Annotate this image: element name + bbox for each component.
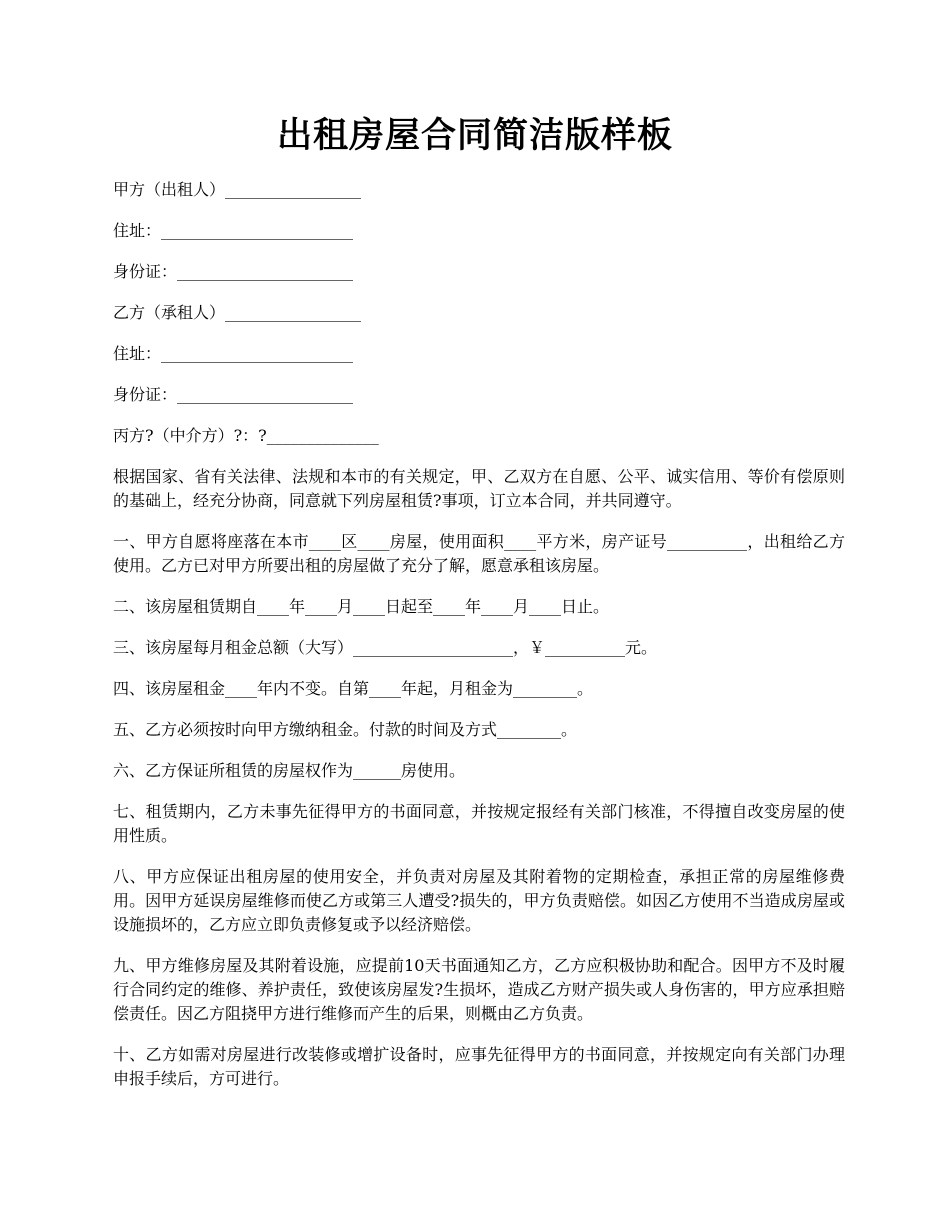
party-b-id-field [113,383,845,407]
party-b-address-field [113,342,845,366]
field-blank: ________________________ [161,344,354,363]
field-label: 住址： [113,344,162,363]
clause-2: 二、该房屋租赁期自____年____月____日起至____年____月____日止。 [113,597,610,616]
field-label: 身份证： [113,262,178,281]
clause-8: 八、甲方应保证出租房屋的使用安全，并负责对房屋及其附着物的定期检查，承担正常的房屋维修费用。因甲方延误房屋维修而使乙方或第三人遭受?损失的，甲方负责赔偿。如因乙方使用不当造成房屋或设施损坏的，乙方应立即负责修复或予以经济赔偿。 [113,867,845,934]
clause-10: 十、乙方如需对房屋进行改装修或增扩设备时，应事先征得甲方的书面同意，并按规定向有关部门办理申报手续后，方可进行。 [113,1045,845,1088]
field-label: 身份证： [113,385,178,404]
field-blank: ________________________ [161,221,354,240]
clause-3: 三、该房屋每月租金总额（大写）____________________，￥__________元。 [113,638,658,657]
clause-1: 一、甲方自愿将座落在本市____区____房屋，使用面积____平方米，房产证号__________，出租给乙方使用。乙方已对甲方所要出租的房屋做了充分了解，愿意承租该房屋。 [113,532,845,575]
clause-4: 四、该房屋租金____年内不变。自第____年起，月租金为________。 [113,679,594,698]
field-blank: _________________ [225,303,362,322]
party-a-address-field [113,219,845,243]
document-body [113,178,845,1108]
party-a-id-field [113,260,845,284]
clause-9: 九、甲方维修房屋及其附着设施，应提前10天书面通知乙方，乙方应积极协助和配合。因甲方不及时履行合同约定的维修、养护责任，致使该房屋发?生损坏，造成乙方财产损失或人身伤害的，甲方应承担赔偿责任。因乙方阻挠甲方进行维修而产生的后果，则概由乙方负责。 [113,956,845,1023]
field-label: 住址： [113,221,162,240]
field-blank: ______________ [266,426,379,445]
field-blank: ______________________ [177,385,354,404]
field-label: 乙方（承租人） [113,303,226,322]
preamble-paragraph: 根据国家、省有关法律、法规和本市的有关规定，甲、乙双方在自愿、公平、诚实信用、等价有偿原则的基础上，经充分协商，同意就下列房屋租赁?事项，订立本合同，并共同遵守。 [113,467,845,510]
clause-7: 七、租赁期内，乙方未事先征得甲方的书面同意，并按规定报经有关部门核准，不得擅自改变房屋的使用性质。 [113,802,845,845]
clause-5: 五、乙方必须按时向甲方缴纳租金。付款的时间及方式________。 [113,720,578,739]
clause-6: 六、乙方保证所租赁的房屋权作为______房使用。 [113,761,466,780]
party-b-field [113,301,845,325]
party-a-field [113,178,845,202]
party-c-field [113,424,845,448]
document-title: 出租房屋合同简洁版样板 [276,115,673,156]
field-label: 甲方（出租人） [113,180,226,199]
field-blank: _________________ [225,180,362,199]
field-blank: ______________________ [177,262,354,281]
field-label: 丙方?（中介方）?：? [113,426,267,445]
